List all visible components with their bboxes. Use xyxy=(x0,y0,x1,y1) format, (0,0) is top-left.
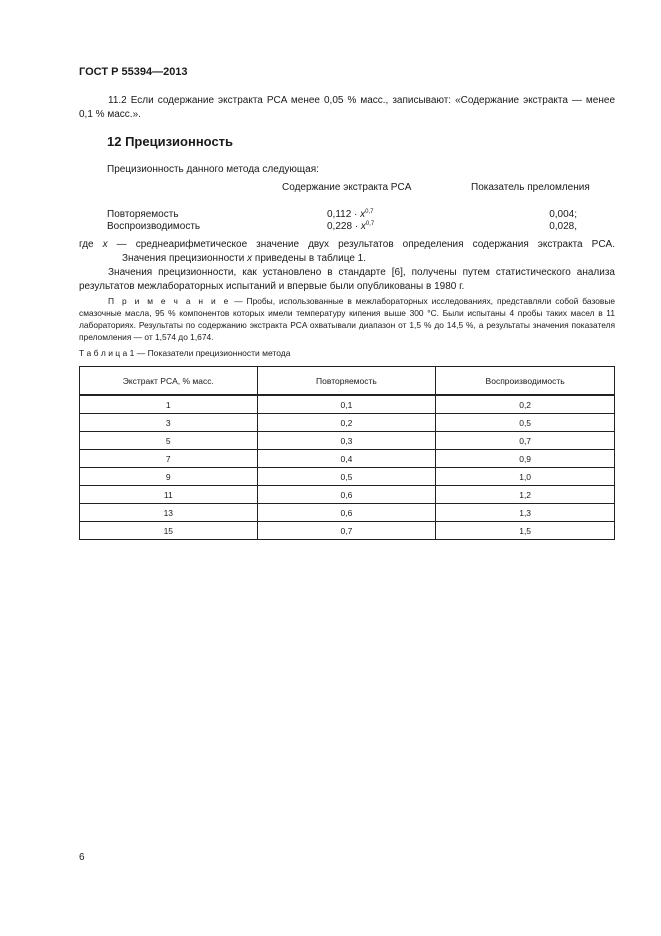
table-cell: 9 xyxy=(80,468,258,486)
table-caption: Т а б л и ц а 1 — Показатели прецизионности метода xyxy=(79,348,291,358)
variable-reference: Значения прецизионности x приведены в таблице 1. xyxy=(122,253,367,264)
table-row xyxy=(80,414,615,432)
column-header-repeatability: Повторяемость xyxy=(257,367,436,396)
table-cell: 1,0 xyxy=(436,468,615,486)
table-cell: 11 xyxy=(80,486,258,504)
column-header-pca: Экстракт PCA, % масс. xyxy=(80,367,258,396)
table-cell: 0,6 xyxy=(257,504,436,522)
precision-refraction-value: 0,004; xyxy=(549,209,577,220)
precision-col-refraction-header: Показатель преломления xyxy=(471,182,590,193)
variable-definition: где x — среднеарифметическое значение двух результатов определения содержания экстракта PCA. xyxy=(79,239,615,250)
precision-pca-value: $0,228 \cdot x^{0,7}$ xyxy=(327,221,375,232)
paragraph-11-2: 11.2 Если содержание экстракта PCA менее 0,05 % масс., записывают: «Содержание экстракта — менее 0,1 % масс.». xyxy=(79,95,615,120)
table-cell: 1,5 xyxy=(436,522,615,540)
table-row xyxy=(80,395,615,414)
table-cell: 13 xyxy=(80,504,258,522)
section-title: 12 Прецизионность xyxy=(107,134,234,149)
precision-table xyxy=(79,366,615,540)
section-intro: Прецизионность данного метода следующая: xyxy=(107,164,319,175)
column-header-reproducibility: Воспроизводимость xyxy=(436,367,615,396)
table-cell: 1,3 xyxy=(436,504,615,522)
precision-pca-value: $0,112 \cdot x^{0,7}$ xyxy=(327,209,374,220)
table-cell: 15 xyxy=(80,522,258,540)
paragraph-standard: Значения прецизионности, как установлено в стандарте [6], получены путем статистического анализа результатов межлабораторных испытаний и впервые были опубликованы в 1980 г. xyxy=(79,267,615,292)
table-row xyxy=(80,468,615,486)
table-cell: 3 xyxy=(80,414,258,432)
table-row xyxy=(80,432,615,450)
table-cell: 0,5 xyxy=(257,468,436,486)
table-cell: 5 xyxy=(80,432,258,450)
table-cell: 0,2 xyxy=(436,395,615,414)
table-cell: 0,4 xyxy=(257,450,436,468)
table-cell: 0,3 xyxy=(257,432,436,450)
note: П р и м е ч а н и е — Пробы, использованные в межлабораторных исследованиях, представляли собой базовые смазочные масла, 95 % компонентов которых имели температуру кипения выше 300 °C. Были испытаны 4 пробы таких масел в 11 лабораториях. Результаты по содержанию экстракта PCA охватывали диапазон от 1,5 % до 14,5 %, а результаты значения показателя преломления — от 1,574 до 1,674. xyxy=(79,296,615,342)
table-row xyxy=(80,504,615,522)
table-cell: 0,7 xyxy=(436,432,615,450)
precision-row-label: Воспроизводимость xyxy=(107,221,201,232)
table-cell: 1,2 xyxy=(436,486,615,504)
precision-row-label: Повторяемость xyxy=(107,209,179,220)
table-cell: 0,9 xyxy=(436,450,615,468)
page-number: 6 xyxy=(79,852,85,863)
precision-refraction-value: 0,028, xyxy=(549,221,577,232)
table-cell: 0,2 xyxy=(257,414,436,432)
table-row xyxy=(80,450,615,468)
document-header: ГОСТ Р 55394—2013 xyxy=(79,66,188,78)
table-cell: 0,7 xyxy=(257,522,436,540)
table-row xyxy=(80,522,615,540)
table-cell: 0,5 xyxy=(436,414,615,432)
table-cell: 1 xyxy=(80,395,258,414)
table-cell: 0,6 xyxy=(257,486,436,504)
table-cell: 7 xyxy=(80,450,258,468)
precision-col-pca-header: Содержание экстракта PCA xyxy=(282,182,412,193)
table-row xyxy=(80,486,615,504)
table-cell: 0,1 xyxy=(257,395,436,414)
